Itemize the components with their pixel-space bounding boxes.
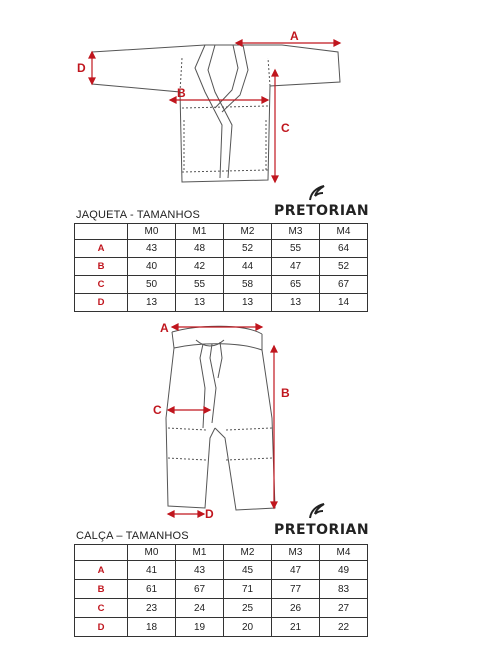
- pants-col-header: M1: [176, 545, 224, 561]
- jacket-table-title: JAQUETA - TAMANHOS: [76, 209, 201, 221]
- pants-table-title: CALÇA – TAMANHOS: [76, 530, 189, 542]
- pants-label-a: A: [160, 321, 169, 335]
- table-cell: 45: [224, 561, 272, 580]
- table-cell: 64: [320, 240, 368, 258]
- row-label: C: [75, 276, 128, 294]
- brand-name: PRETORIAN: [274, 522, 370, 538]
- table-cell: 52: [224, 240, 272, 258]
- jacket-col-header: [75, 224, 128, 240]
- table-cell: 26: [272, 599, 320, 618]
- table-cell: 41: [128, 561, 176, 580]
- pants-col-header: M2: [224, 545, 272, 561]
- table-cell: 48: [176, 240, 224, 258]
- table-cell: 18: [128, 618, 176, 637]
- table-cell: 13: [272, 294, 320, 312]
- pants-diagram: [0, 318, 495, 521]
- pants-label-c: C: [153, 403, 162, 417]
- table-cell: 21: [272, 618, 320, 637]
- table-row: [75, 240, 368, 258]
- table-cell: 47: [272, 258, 320, 276]
- jacket-col-header: M1: [176, 224, 224, 240]
- row-label: C: [75, 599, 128, 618]
- pants-label-d: D: [205, 507, 214, 521]
- table-cell: 67: [176, 580, 224, 599]
- table-cell: 13: [128, 294, 176, 312]
- table-cell: 40: [128, 258, 176, 276]
- table-cell: 67: [320, 276, 368, 294]
- row-label: A: [75, 240, 128, 258]
- jacket-label-a: A: [290, 29, 299, 43]
- jacket-diagram: [0, 0, 495, 200]
- pretorian-logo-icon: [307, 184, 327, 202]
- table-cell: 44: [224, 258, 272, 276]
- table-cell: 71: [224, 580, 272, 599]
- pants-size-table: [74, 544, 368, 637]
- jacket-col-header: M3: [272, 224, 320, 240]
- table-row: [75, 276, 368, 294]
- jacket-size-table: [74, 223, 368, 312]
- pants-col-header: [75, 545, 128, 561]
- pants-col-header: M4: [320, 545, 368, 561]
- table-cell: 47: [272, 561, 320, 580]
- table-cell: 14: [320, 294, 368, 312]
- jacket-col-header: M4: [320, 224, 368, 240]
- table-cell: 61: [128, 580, 176, 599]
- table-cell: 50: [128, 276, 176, 294]
- table-row: [75, 561, 368, 580]
- jacket-label-b: B: [177, 86, 186, 100]
- pretorian-logo-icon: [307, 502, 327, 520]
- jacket-col-header: M0: [128, 224, 176, 240]
- table-cell: 19: [176, 618, 224, 637]
- table-cell: 43: [128, 240, 176, 258]
- table-cell: 20: [224, 618, 272, 637]
- table-cell: 52: [320, 258, 368, 276]
- brand-name: PRETORIAN: [274, 203, 370, 219]
- table-row: [75, 580, 368, 599]
- table-cell: 55: [272, 240, 320, 258]
- table-row: [75, 258, 368, 276]
- table-row: [75, 599, 368, 618]
- table-cell: 27: [320, 599, 368, 618]
- row-label: D: [75, 618, 128, 637]
- table-cell: 55: [176, 276, 224, 294]
- jacket-label-d: D: [77, 61, 86, 75]
- row-label: D: [75, 294, 128, 312]
- pants-col-header: M0: [128, 545, 176, 561]
- table-cell: 13: [224, 294, 272, 312]
- row-label: B: [75, 258, 128, 276]
- table-cell: 58: [224, 276, 272, 294]
- table-cell: 49: [320, 561, 368, 580]
- jacket-col-header: M2: [224, 224, 272, 240]
- table-cell: 25: [224, 599, 272, 618]
- row-label: A: [75, 561, 128, 580]
- table-cell: 65: [272, 276, 320, 294]
- pants-col-header: M3: [272, 545, 320, 561]
- table-cell: 13: [176, 294, 224, 312]
- table-cell: 43: [176, 561, 224, 580]
- pants-label-b: B: [281, 386, 290, 400]
- table-row: [75, 618, 368, 637]
- table-cell: 42: [176, 258, 224, 276]
- table-cell: 23: [128, 599, 176, 618]
- table-cell: 24: [176, 599, 224, 618]
- row-label: B: [75, 580, 128, 599]
- jacket-label-c: C: [281, 121, 290, 135]
- table-cell: 77: [272, 580, 320, 599]
- table-cell: 83: [320, 580, 368, 599]
- table-row: [75, 294, 368, 312]
- table-cell: 22: [320, 618, 368, 637]
